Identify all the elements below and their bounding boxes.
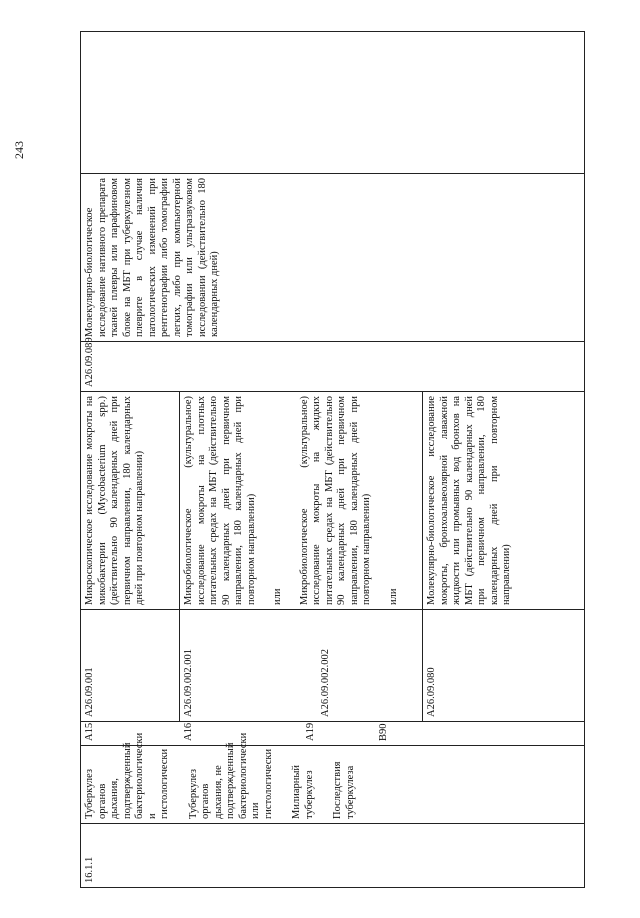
service-code-cell: A26.09.080 — [423, 610, 585, 722]
icd-code: A15 — [84, 722, 95, 741]
service-name-cell: Молекулярно-биологическое исследование нативного препарата тканей плевры или парафиновом блоке на МБТ при туберкулезном плеврите в случае наличия патологических изменений при рентгенографии либо томографии легких, либо при компьютерной томографии или ультразвуковом исследовании (действительно 180 календарных дней) — [81, 174, 585, 342]
rotated-table-container — [80, 32, 585, 888]
service-names-cell — [180, 392, 423, 610]
service-code-cell: A26.09.001 — [81, 610, 180, 722]
service-codes-cell — [180, 610, 423, 722]
icd-codes-cell — [81, 722, 585, 746]
or-label: или — [387, 588, 399, 605]
disease-name: Последствия туберкулеза — [332, 761, 356, 819]
service-name: Микробиологическое (культуральное) исследование мокроты на плотных питательных средах на МБТ (действительно 90 календарных дней при первичном направлении, 180 календарных дней при повторном направлении) — [183, 396, 257, 605]
icd-code: B90 — [377, 723, 389, 741]
empty-cell — [81, 32, 585, 174]
disease-name: Туберкулез органов дыхания, подтвержденный бактериологически и гистологически — [84, 732, 170, 819]
table-row — [81, 32, 180, 888]
requirements-table — [80, 31, 585, 888]
disease-name: Милиарный туберкулез — [291, 764, 315, 819]
or-label: или — [272, 588, 283, 605]
disease-name: Туберкулез органов дыхания, не подтвержденный бактериологически или гистологически — [187, 732, 274, 819]
row-number: 16.1.1 — [81, 824, 585, 888]
service-name-cell: Молекулярно-биологическое исследование мокроты, бронхоальвеолярной лаважной жидкости или промывных вод бронхов на МБТ (действительно 90 календарных дней при первичном направлении, 180 календарных дней при повторном направлении) — [423, 392, 585, 610]
icd-code: A19 — [305, 722, 316, 741]
icd-code: A16 — [182, 722, 194, 741]
service-code: A26.09.002.002 — [319, 649, 331, 717]
page-number: 243 — [12, 141, 26, 159]
service-name: Микробиологическое (культуральное) исследование мокроты на жидких питательных средах на МБТ (действительно 90 календарных дней при первичном направлении, 180 календарных дней при повторном направлении) — [298, 396, 372, 605]
service-code: A26.09.002.001 — [183, 649, 194, 717]
service-code-cell: A26.09.089 — [81, 342, 585, 392]
service-name-cell: Микроскопическое исследование мокроты на микобактерии (Mycobacterium spp.) (действительно 90 календарных дней при первичном направлении, 180 календарных дней при повторном направлении) — [81, 392, 180, 610]
